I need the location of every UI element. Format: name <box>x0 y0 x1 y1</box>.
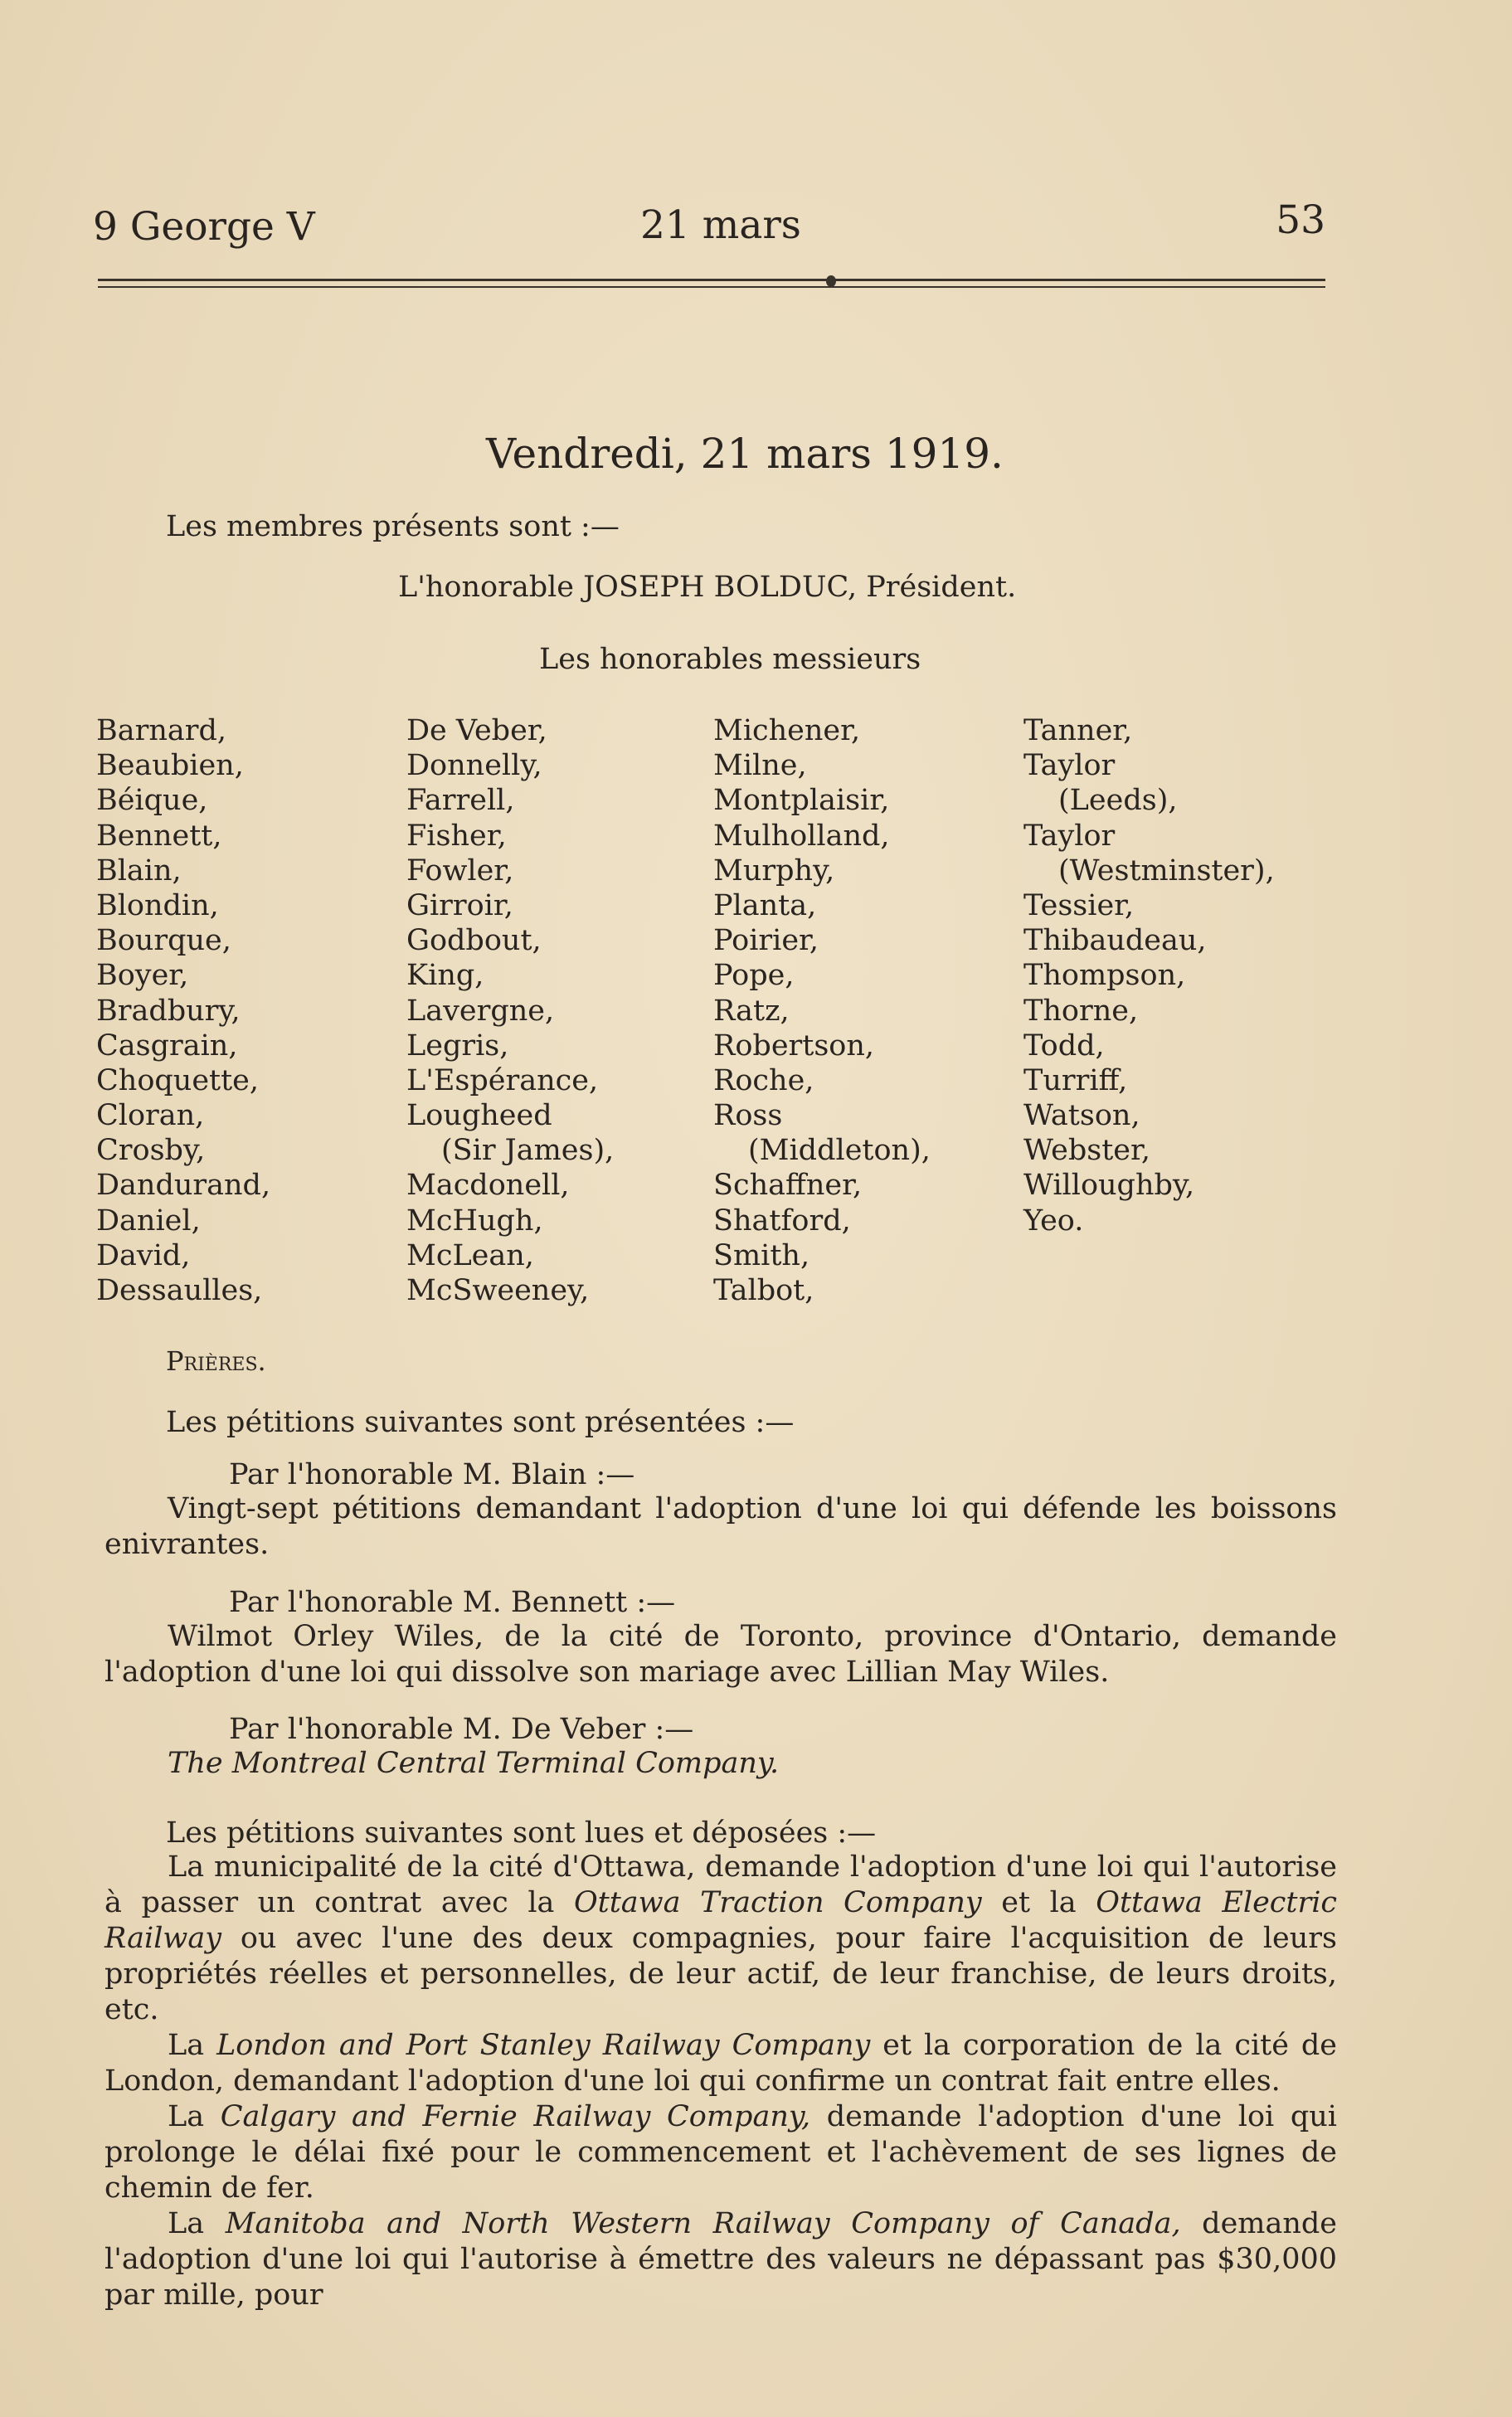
member-name: Shatford, <box>713 1204 851 1238</box>
member-name: Taylor <box>1023 749 1116 783</box>
members-column-3 <box>713 713 931 1308</box>
member-name: Thompson, <box>1023 959 1186 993</box>
member-name: Thibaudeau, <box>1023 924 1207 958</box>
member-name: Willoughby, <box>1023 1169 1195 1203</box>
member-name: Todd, <box>1023 1029 1105 1063</box>
member-name-continuation: (Sir James), <box>441 1134 615 1168</box>
member-name: Michener, <box>713 714 861 747</box>
member-name: Tanner, <box>1023 714 1133 747</box>
petition-calgary <box>105 2099 1337 2206</box>
member-name: De Veber, <box>406 714 547 747</box>
member-name: Robertson, <box>713 1029 875 1063</box>
petition-london <box>105 2028 1337 2099</box>
member-name: Dandurand, <box>96 1169 271 1203</box>
member-name: Bourque, <box>96 924 231 958</box>
prieres-heading: Prières. <box>166 1345 266 1377</box>
member-name: Mulholland, <box>713 819 890 853</box>
member-name: Beaubien, <box>96 749 244 783</box>
member-name: Milne, <box>713 749 807 783</box>
page-title: Vendredi, 21 mars 1919. <box>486 430 1004 478</box>
petition-text: La <box>168 2029 217 2062</box>
member-name: Fowler, <box>406 853 514 888</box>
petition-text: et la corporation de la cité de London, demandant l'adoption d'une loi qui confirme un contrat fait entre elles. <box>105 2029 1338 2098</box>
petition-text: La <box>168 2100 221 2133</box>
member-name: Schaffner, <box>713 1169 863 1203</box>
members-column-4 <box>1023 713 1275 1238</box>
member-name: Cloran, <box>96 1099 205 1133</box>
petition-by-blain: Par l'honorable M. Blain :— <box>229 1458 635 1491</box>
member-name-continuation: (Westminster), <box>1058 853 1275 888</box>
company-name: Ottawa Electric Railway <box>105 1886 1337 1955</box>
running-header <box>93 197 1325 255</box>
member-name: Barnard, <box>96 714 226 747</box>
company-name: Ottawa Traction Company <box>573 1886 982 1919</box>
header-regnal-year: 9 George V <box>93 204 315 250</box>
petition-by-deveber: Par l'honorable M. De Veber :— <box>229 1713 694 1746</box>
petition-text: Vingt-sept pétitions demandant l'adoption d'une loi qui défende les boissons enivrantes. <box>105 1492 1337 1561</box>
member-name: Dessaulles, <box>96 1274 263 1307</box>
member-name: Blain, <box>96 853 182 888</box>
header-rule-top <box>98 279 1325 281</box>
member-name: Ratz, <box>713 994 790 1028</box>
petition-text: demande l'adoption d'une loi qui prolonge le délai fixé pour le commencement et l'achèvement de ses lignes de chemin de fer. <box>105 2100 1337 2205</box>
member-name: McLean, <box>406 1238 534 1272</box>
member-name: McSweeney, <box>406 1274 590 1307</box>
member-name: Lougheed <box>406 1099 552 1133</box>
member-name: Tessier, <box>1023 888 1135 922</box>
petition-text: Wilmot Orley Wiles, de la cité de Toronto, province d'Ontario, demande l'adoption d'une loi qui dissolve son mariage avec Lillian May Wiles. <box>105 1620 1337 1689</box>
member-name: Watson, <box>1023 1099 1140 1133</box>
members-column-1 <box>96 713 270 1308</box>
president-line: L'honorable JOSEPH BOLDUC, Président. <box>398 571 1017 604</box>
member-name: Lavergne, <box>406 994 555 1028</box>
petition-text: La municipalité de la cité d'Ottawa, demande l'adoption d'une loi qui l'autorise à passer un contrat avec la <box>105 1850 1337 1919</box>
petition-bennett-text <box>105 1619 1337 1690</box>
member-name: Smith, <box>713 1238 810 1272</box>
company-name: Manitoba and North Western Railway Company of Canada, <box>225 2207 1181 2240</box>
petition-by-bennett: Par l'honorable M. Bennett :— <box>229 1586 676 1619</box>
members-list <box>96 713 1340 1311</box>
member-name: Donnelly, <box>406 749 542 783</box>
petition-deveber-text: The Montreal Central Terminal Company. <box>168 1747 780 1780</box>
member-name: Bennett, <box>96 819 222 853</box>
header-rule-bottom <box>98 286 1325 288</box>
member-name: Webster, <box>1023 1134 1150 1168</box>
member-name: Béique, <box>96 784 208 818</box>
petition-manitoba <box>105 2206 1337 2313</box>
petitions-presented-intro: Les pétitions suivantes sont présentées :— <box>166 1406 795 1439</box>
member-name: Godbout, <box>406 924 542 958</box>
member-name: Turriff, <box>1023 1063 1128 1097</box>
member-name: Casgrain, <box>96 1029 238 1063</box>
petition-text: ou avec l'une des deux compagnies, pour faire l'acquisition de leurs propriétés réelles et personnelles, de leur actif, de leur franchise, de leurs droits, etc. <box>105 1922 1337 2026</box>
member-name-continuation: (Leeds), <box>1058 784 1178 818</box>
member-name: Roche, <box>713 1063 814 1097</box>
member-name: L'Espérance, <box>406 1063 599 1097</box>
member-name: Thorne, <box>1023 994 1139 1028</box>
members-column-2 <box>406 713 614 1308</box>
member-name: Poirier, <box>713 924 819 958</box>
member-name: Legris, <box>406 1029 509 1063</box>
petitions-read-intro: Les pétitions suivantes sont lues et déposées :— <box>166 1816 877 1850</box>
rule-ornament <box>826 275 836 287</box>
member-name: Boyer, <box>96 959 189 993</box>
petition-blain-text <box>105 1491 1337 1563</box>
member-name: McHugh, <box>406 1204 543 1238</box>
member-name: David, <box>96 1238 191 1272</box>
member-name: Murphy, <box>713 853 835 888</box>
petition-text: La <box>168 2207 226 2240</box>
member-name: Montplaisir, <box>713 784 890 818</box>
members-intro: Les membres présents sont :— <box>166 510 620 543</box>
member-name: Ross <box>713 1099 783 1133</box>
member-name: Macdonell, <box>406 1169 570 1203</box>
member-name: Taylor <box>1023 819 1116 853</box>
page-number: 53 <box>1276 197 1325 243</box>
petition-text: demande l'adoption d'une loi qui l'autorise à émettre des valeurs ne dépassant pas $30,000 par mille, pour <box>105 2207 1338 2312</box>
petition-text: et la <box>981 1886 1096 1919</box>
honorables-heading: Les honorables messieurs <box>539 643 921 676</box>
petitions-read-body <box>105 1850 1337 2313</box>
member-name: Talbot, <box>713 1274 814 1307</box>
member-name: Farrell, <box>406 784 515 818</box>
member-name: Bradbury, <box>96 994 241 1028</box>
member-name: King, <box>406 959 484 993</box>
member-name: Pope, <box>713 959 795 993</box>
member-name: Choquette, <box>96 1063 260 1097</box>
member-name: Planta, <box>713 888 817 922</box>
petition-ottawa <box>105 1850 1337 2028</box>
member-name: Daniel, <box>96 1204 201 1238</box>
member-name: Girroir, <box>406 888 513 922</box>
member-name: Crosby, <box>96 1134 206 1168</box>
company-name: Calgary and Fernie Railway Company, <box>220 2100 811 2133</box>
member-name-continuation: (Middleton), <box>748 1134 931 1168</box>
header-date: 21 mars <box>640 202 801 248</box>
company-name: London and Port Stanley Railway Company <box>216 2029 871 2062</box>
member-name: Yeo. <box>1023 1204 1084 1238</box>
member-name: Fisher, <box>406 819 507 853</box>
member-name: Blondin, <box>96 888 219 922</box>
